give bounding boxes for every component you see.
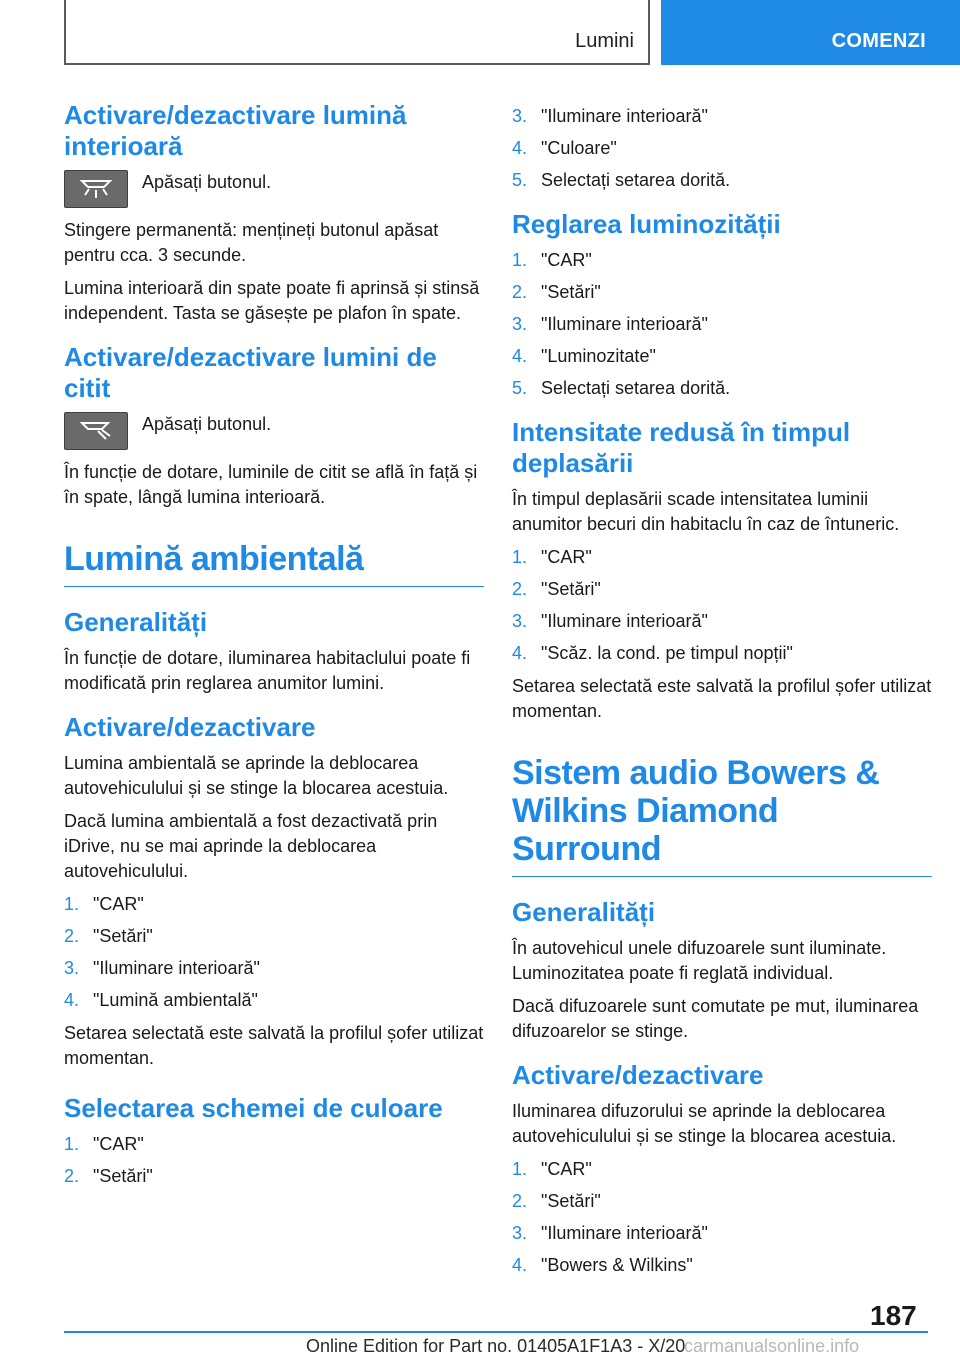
press-button-text: Apăsați butonul. [142, 172, 272, 192]
press-button-text: Apăsați butonul. [142, 414, 272, 434]
heading-on-off: Activare/dezactivare [64, 712, 316, 742]
section-title: Lumini [575, 30, 634, 52]
left-column [64, 100, 484, 1197]
paragraph: Iluminarea difuzorului se aprinde la deblocarea autovehiculului și se stinge la blocarea acestuia. [512, 1101, 897, 1146]
heading-general: Generalități [512, 897, 656, 927]
interior-light-instruction [64, 170, 484, 208]
reading-light-button-icon [64, 412, 128, 450]
chapter-title: COMENZI [831, 30, 926, 52]
list-item: 1. "CAR" [512, 250, 592, 270]
heading-reading-lights: Activare/dezactivare lumini de citit [64, 342, 437, 403]
heading-brightness: Reglarea luminozității [512, 209, 781, 239]
list-item: 5. Selectați setarea dorită. [512, 170, 731, 190]
reading-light-instruction [64, 412, 484, 450]
paragraph: În funcție de dotare, iluminarea habitaclului poate fi modificată prin reglarea anumitor lumini. [64, 648, 471, 693]
list-item: 4. "Scăz. la cond. pe timpul nopții" [512, 643, 793, 663]
list-item: 1. "CAR" [64, 894, 144, 914]
heading-ambient-light: Lumină ambientală [64, 540, 484, 587]
right-column [512, 100, 932, 1286]
watermark: carmanualsonline.info [684, 1336, 860, 1356]
paragraph: Setarea selectată este salvată la profilul șofer utilizat momentan. [512, 676, 932, 721]
paragraph: Lumina interioară din spate poate fi aprinsă și stinsă independent. Tasta se găsește pe plafon în spate. [64, 278, 480, 323]
list-item: 1. "CAR" [512, 1159, 592, 1179]
heading-general: Generalități [64, 607, 208, 637]
heading-interior-light: Activare/dezactivare lumină interioară [64, 100, 407, 161]
heading-bowers-wilkins: Sistem audio Bowers & Wilkins Diamond Surround [512, 754, 932, 877]
edition-text: Online Edition for Part no. 01405A1F1A3 - X/20 [306, 1336, 686, 1356]
paragraph: În funcție de dotare, luminile de citit se află în față și în spate, lângă lumina interioară. [64, 462, 478, 507]
list-item: 3. "Iluminare interioară" [512, 314, 708, 334]
list-item: 2. "Setări" [64, 926, 153, 946]
interior-light-button-icon [64, 170, 128, 208]
list-item: 1. "CAR" [512, 547, 592, 567]
paragraph: Stingere permanentă: mențineți butonul apăsat pentru cca. 3 secunde. [64, 220, 439, 265]
steps-list-bowers-wilkins [512, 1157, 932, 1278]
list-item: 2. "Setări" [64, 1166, 153, 1186]
list-item: 2. "Setări" [512, 579, 601, 599]
heading-on-off: Activare/dezactivare [512, 1060, 764, 1090]
chapter-tab[interactable] [661, 0, 960, 65]
page-header [0, 0, 960, 66]
heading-dimming: Intensitate redusă în timpul deplasării [512, 417, 851, 478]
list-item: 4. "Lumină ambientală" [64, 990, 258, 1010]
footer-divider [64, 1331, 928, 1333]
section-tab [64, 0, 650, 65]
paragraph: În timpul deplasării scade intensitatea luminii anumitor becuri din habitaclu în caz de întuneric. [512, 489, 900, 534]
page-number: 187 [870, 1300, 917, 1331]
paragraph: Dacă difuzoarele sunt comutate pe mut, iluminarea difuzoarelor se stinge. [512, 996, 919, 1041]
steps-list-ambient [64, 892, 484, 1013]
list-item: 5. Selectați setarea dorită. [512, 378, 731, 398]
list-item: 4. "Culoare" [512, 138, 617, 158]
list-item: 4. "Luminozitate" [512, 346, 656, 366]
paragraph: Setarea selectată este salvată la profilul șofer utilizat momentan. [64, 1023, 484, 1068]
list-item: 3. "Iluminare interioară" [512, 611, 708, 631]
paragraph: Dacă lumina ambientală a fost dezactivată prin iDrive, nu se mai aprinde la deblocarea autovehiculului. [64, 811, 438, 881]
paragraph: În autovehicul unele difuzoarele sunt iluminate. Luminozitatea poate fi reglată individual. [512, 938, 887, 983]
list-item: 2. "Setări" [512, 282, 601, 302]
list-item: 1. "CAR" [64, 1134, 144, 1154]
list-item: 3. "Iluminare interioară" [512, 106, 708, 126]
list-item: 4. "Bowers & Wilkins" [512, 1255, 693, 1275]
list-item: 3. "Iluminare interioară" [64, 958, 260, 978]
steps-list-color-continued [512, 104, 932, 193]
steps-list-brightness [512, 248, 932, 401]
list-item: 3. "Iluminare interioară" [512, 1223, 708, 1243]
steps-list-dimming [512, 545, 932, 666]
steps-list-color [64, 1132, 484, 1189]
paragraph: Lumina ambientală se aprinde la deblocarea autovehiculului și se stinge la blocarea acestuia. [64, 753, 449, 798]
heading-color-scheme: Selectarea schemei de culoare [64, 1093, 443, 1123]
list-item: 2. "Setări" [512, 1191, 601, 1211]
